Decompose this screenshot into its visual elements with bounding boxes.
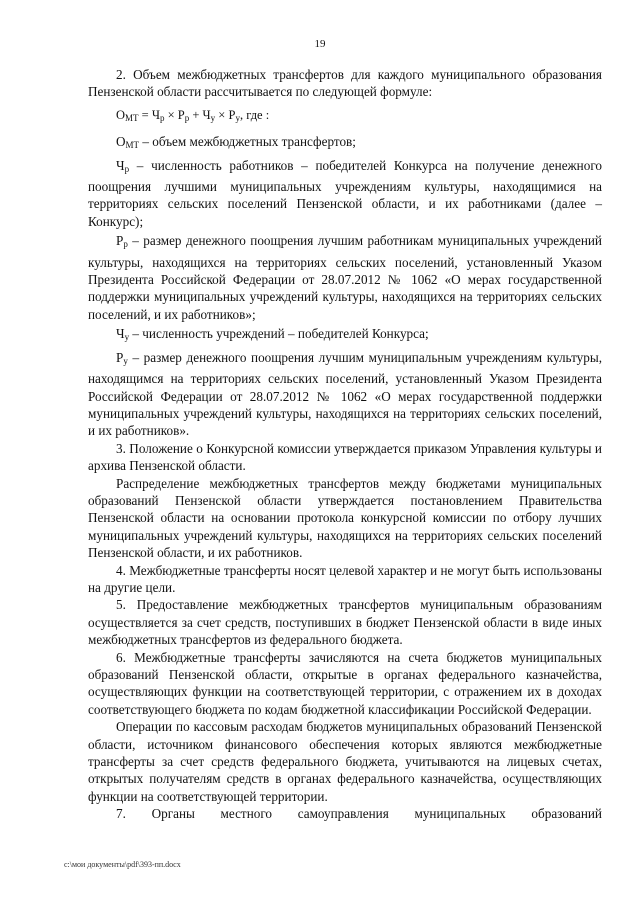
definition-ru <box>88 349 602 440</box>
paragraph-item-2: 2. Объем межбюджетных трансфертов для каждого муниципального образования Пензенской области рассчитывается по следующей формуле: <box>88 67 602 100</box>
formula-lhs: О <box>116 107 126 122</box>
definition-text: – объем межбюджетных трансфертов; <box>139 134 356 150</box>
definition-symbol-sub: р <box>124 163 130 174</box>
footer-file-path: c:\мои документы\pdf\393-пп.docx <box>64 860 181 869</box>
formula-term4: × Р <box>215 107 236 122</box>
definition-symbol-sub: МТ <box>125 140 140 151</box>
paragraph-item-6: 6. Межбюджетные трансферты зачисляются на счета бюджетов муниципальных образований Пензенской области, открытые в органах федерального казначейства, осуществляющих функции на соответствующей территории, с отражением их в доходах соответствующего бюджета по кодам бюджетной классификации Российской Федерации. <box>88 649 602 717</box>
formula-term4-sub: у <box>235 112 240 123</box>
definition-symbol: Ч <box>116 326 125 342</box>
document-body <box>88 66 602 823</box>
page-number: 19 <box>314 38 326 50</box>
definition-chu <box>88 325 602 346</box>
formula <box>116 107 602 127</box>
definition-symbol: О <box>116 134 126 150</box>
definition-symbol-sub: у <box>123 355 128 366</box>
formula-term2: × Р <box>164 107 185 122</box>
definition-symbol: Р <box>116 349 124 365</box>
formula-lhs-sub: МТ <box>125 112 139 123</box>
formula-term1-sub: р <box>159 112 165 123</box>
definition-rr <box>88 232 602 323</box>
paragraph-item-5: 5. Предоставление межбюджетных трансфертов муниципальным образованиям осуществляется за счет средств, поступивших в бюджет Пензенской области в виде иных межбюджетных трансфертов из федерального бюджета. <box>88 597 602 648</box>
formula-term2-sub: р <box>184 112 190 123</box>
definition-text: – размер денежного поощрения лучшим работникам муниципальных учреждений культуры, находящихся на территориях сельских поселений, установленный Указом Президента Российской Федерации от 28.07.2012 № 1062 «О мерах государственной поддержки муниципальных учреждений культуры, находящихся на территориях сельских поселений, и их работников»; <box>88 233 602 322</box>
paragraph-item-7: 7. Органы местного самоуправления муниципальных образований <box>116 806 602 822</box>
definition-symbol-sub: у <box>124 332 130 343</box>
paragraph-distribution: Распределение межбюджетных трансфертов между бюджетами муниципальных образований Пензенской области утверждается постановлением Правительства Пензенской области на основании протокола конкурсной комиссии по отбору лучших муниципальных учреждений культуры, находящихся на территориях сельских поселений Пензенской области, и их работников. <box>88 475 602 561</box>
definition-text: – численность работников – победителей Конкурса на получение денежного поощрения лучшими муниципальных учреждениям культуры, находящимися на территориях сельских поселений Пензенской области, и их работниками (далее – Конкурс); <box>88 157 602 229</box>
formula-term3-sub: у <box>210 112 216 123</box>
definition-symbol: Р <box>116 233 124 249</box>
paragraph-item-4: 4. Межбюджетные трансферты носят целевой характер и не могут быть использованы на другие цели. <box>88 562 602 595</box>
paragraph-operations: Операции по кассовым расходам бюджетов муниципальных образований Пензенской области, источником финансового обеспечения которых являются межбюджетные трансферты за счет средств федерального бюджета, учитываются на лицевых счетах, открытых получателям средств в органах федерального казначейства, осуществляющих функции на соответствующей территории. <box>88 719 602 804</box>
definition-chr <box>88 157 602 231</box>
definition-omt <box>88 133 602 154</box>
definition-symbol-sub: р <box>123 239 128 250</box>
formula-tail: , где : <box>239 107 270 122</box>
formula-term1: = Ч <box>138 107 160 122</box>
paragraph-item-3: 3. Положение о Конкурсной комиссии утверждается приказом Управления культуры и архива Пензенской области. <box>88 440 602 474</box>
definition-symbol: Ч <box>116 157 125 173</box>
formula-term3: + Ч <box>189 107 211 122</box>
definition-text: – численность учреждений – победителей Конкурса; <box>129 326 429 342</box>
definition-text: – размер денежного поощрения лучшим муниципальным учреждениям культуры, находящимся на территориях сельских поселений, установленный Указом Президента Российской Федерации от 28.07.2012 № 1062 «О мерах государственной поддержки муниципальных учреждений культуры, находящихся на территориях сельских поселений, и их работников». <box>88 349 602 439</box>
